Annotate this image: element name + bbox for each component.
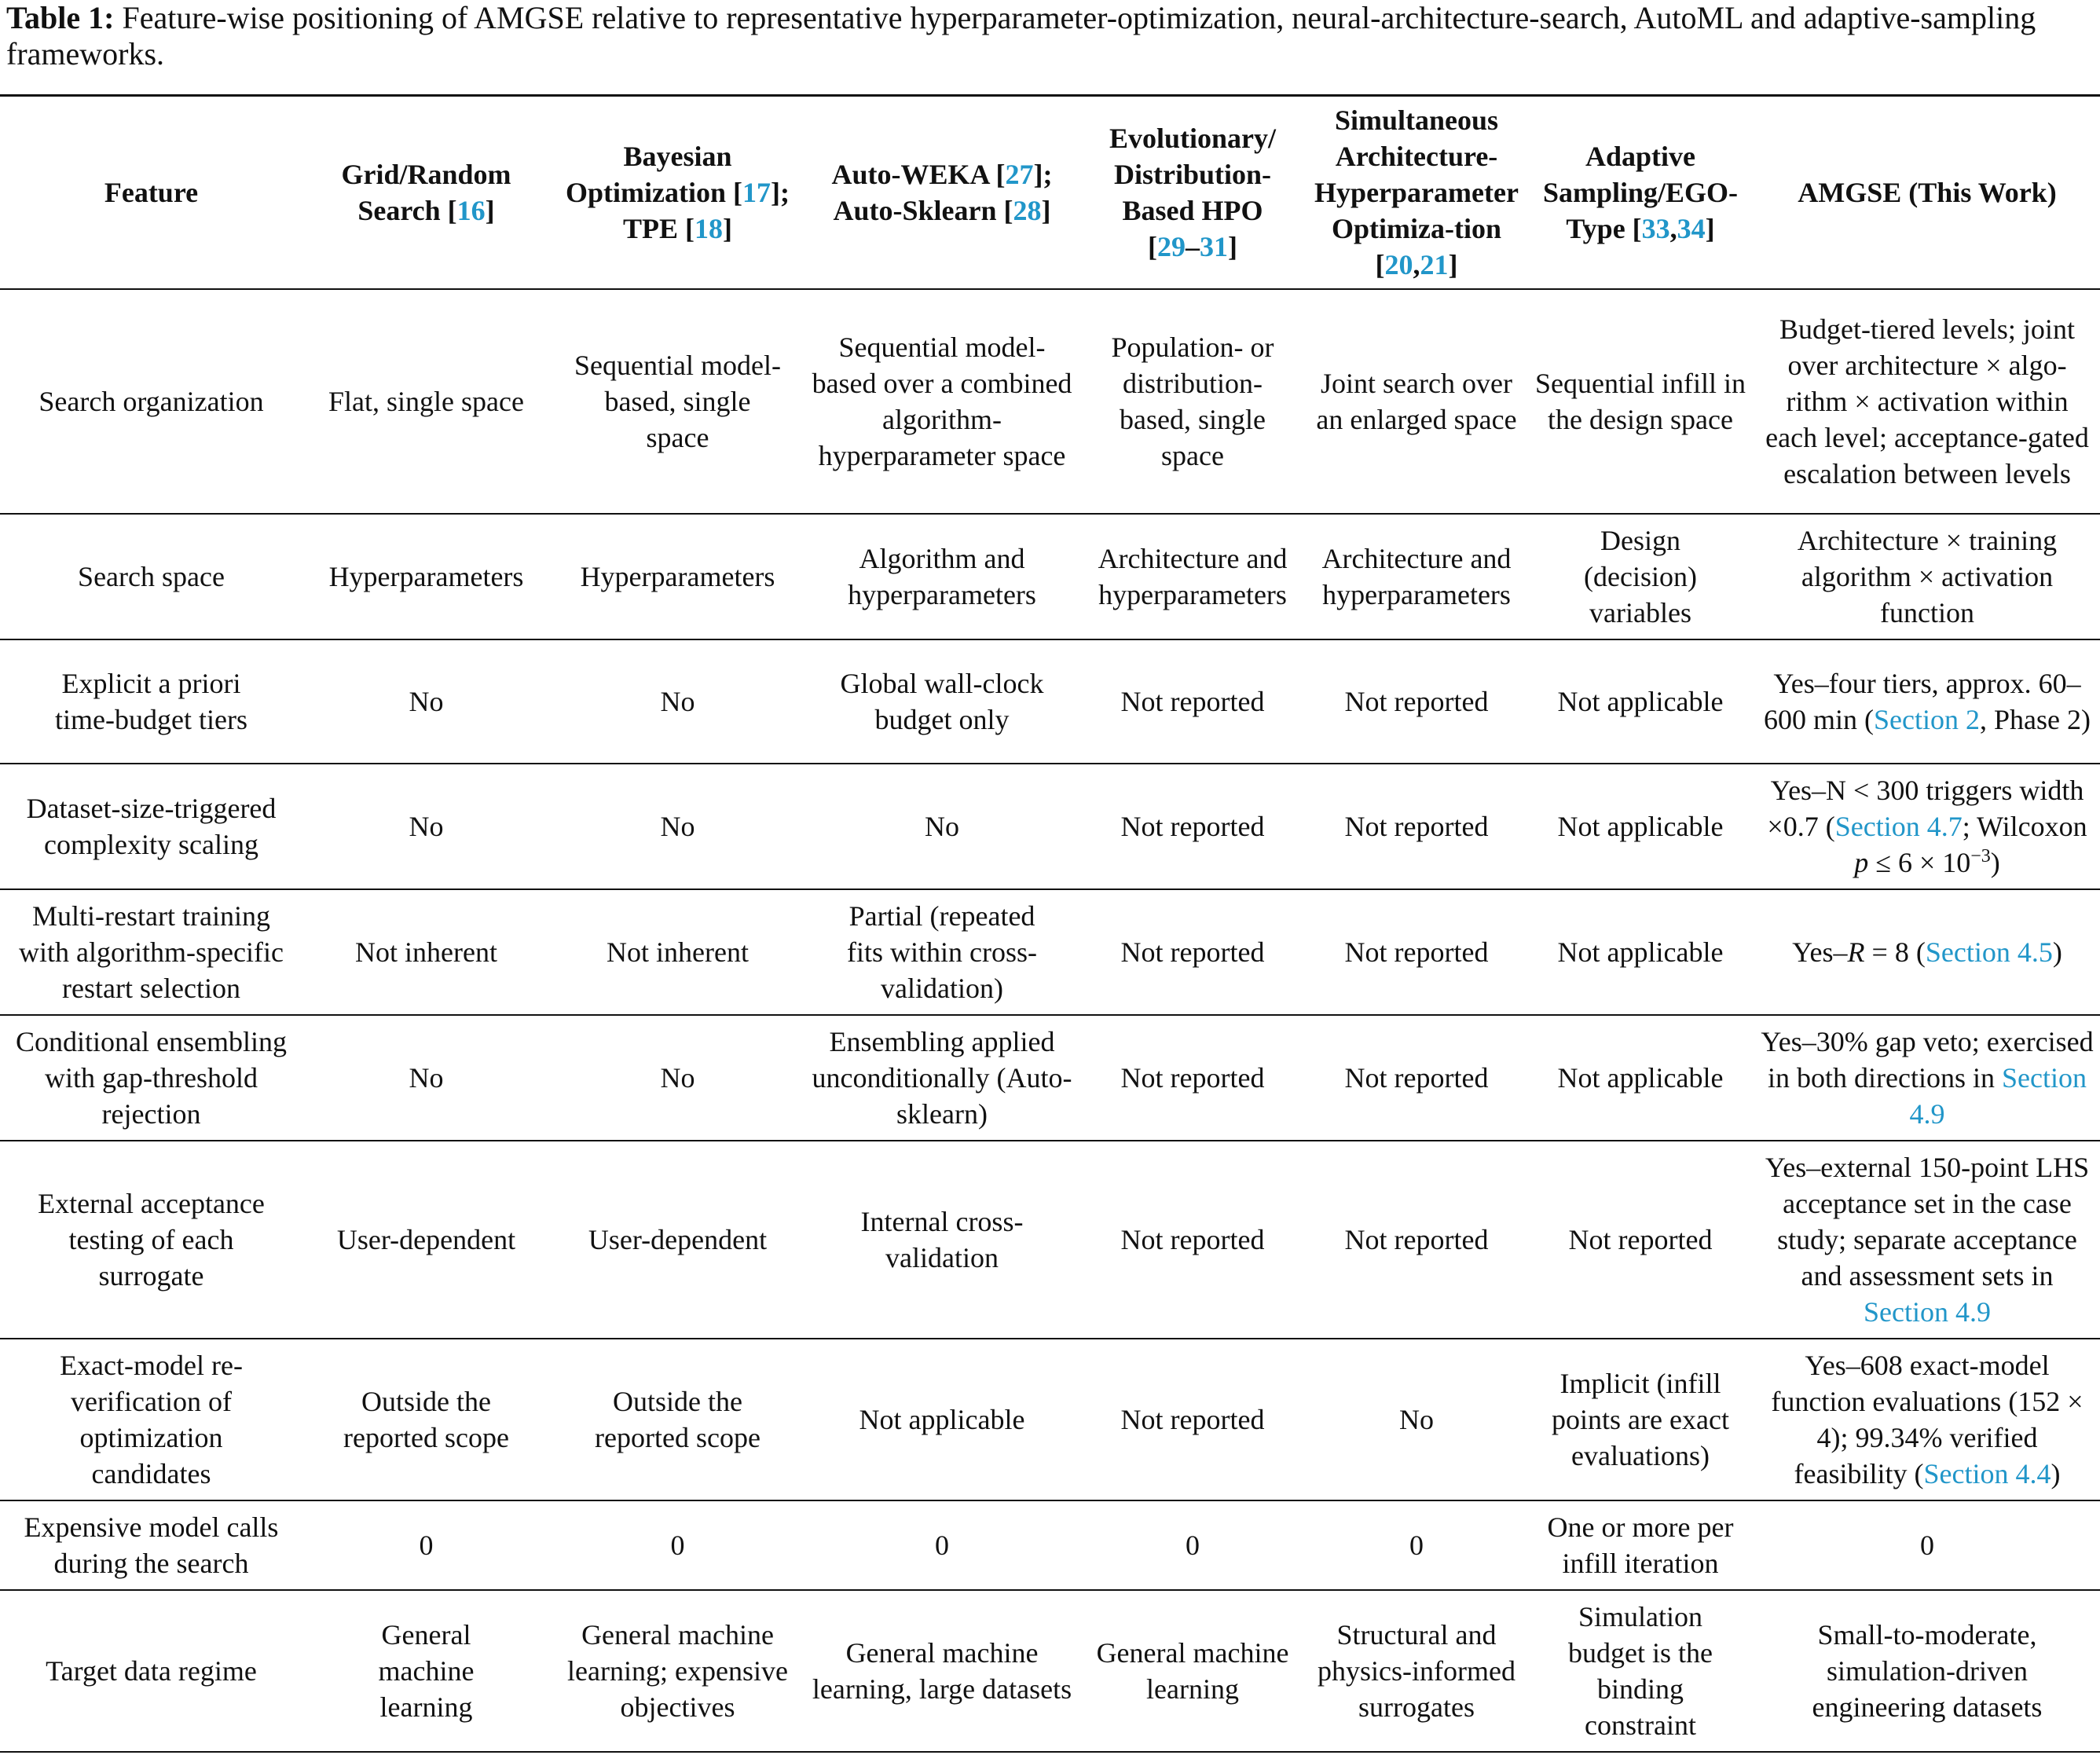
cell-feature: Explicit a priori time-budget tiers <box>55 667 247 735</box>
cell-amgse: Budget-tiered levels; joint over architecture × algo-rithm × activation within each level; acceptance-gated escalation between levels <box>1765 313 2089 489</box>
ref-link[interactable]: 29 <box>1157 230 1186 262</box>
table-row <box>0 289 2100 514</box>
cell-grid: 0 <box>419 1529 434 1561</box>
ref-link[interactable]: 33 <box>1641 212 1670 244</box>
cell-feature: Search space <box>78 560 225 592</box>
cell-auto: Algorithm and hyperparameters <box>848 542 1036 610</box>
cell-bayes: User-dependent <box>588 1223 768 1255</box>
ref-link[interactable]: 17 <box>742 176 771 208</box>
cell-feature: Dataset-size-triggered complexity scaling <box>26 792 277 860</box>
cell-simul: Not reported <box>1344 1061 1489 1094</box>
table-row <box>0 1339 2100 1500</box>
cell-adapt: Not reported <box>1568 1223 1713 1255</box>
cell-grid: Not inherent <box>355 936 497 968</box>
cell-evo: General machine learning <box>1096 1636 1289 1705</box>
cell-simul: Not reported <box>1344 810 1489 842</box>
cell-auto: Partial (repeated fits within cross-validation) <box>847 899 1037 1004</box>
cell-evo: Population- or distribution-based, single space <box>1111 331 1274 471</box>
cell-adapt: One or more per infill iteration <box>1547 1511 1734 1579</box>
comparison-table <box>0 94 2100 1753</box>
ref-link[interactable]: 27 <box>1005 158 1034 190</box>
cell-feature: External acceptance testing of each surrogate <box>38 1187 265 1292</box>
cell-amgse: Yes–external 150-point LHS acceptance set in the case study; separate acceptance and assessment sets in Section 4.9 <box>1765 1151 2090 1328</box>
header-row <box>0 96 2100 289</box>
cell-grid: General machine learning <box>378 1618 475 1723</box>
cell-bayes: No <box>660 810 695 842</box>
table-row <box>0 1500 2100 1590</box>
cell-adapt: Implicit (infill points are exact evaluations) <box>1552 1367 1729 1471</box>
table-row <box>0 1590 2100 1752</box>
header-bayes: Bayesian Optimization [17]; TPE [18] <box>566 140 790 244</box>
cell-bayes: No <box>660 1061 695 1094</box>
table-row <box>0 514 2100 639</box>
cell-bayes: Sequential model-based, single space <box>574 349 781 453</box>
section-link[interactable]: Section 4.7 <box>1834 810 1963 842</box>
cell-amgse: Yes–30% gap veto; exercised in both directions in Section 4.9 <box>1761 1025 2094 1130</box>
cell-auto: Global wall-clock budget only <box>840 667 1044 735</box>
cell-bayes: Not inherent <box>607 936 749 968</box>
table-caption <box>6 0 2092 72</box>
cell-adapt: Not applicable <box>1557 936 1724 968</box>
table-row <box>0 1015 2100 1141</box>
ref-link[interactable]: 28 <box>1013 194 1042 226</box>
cell-auto: General machine learning, large datasets <box>812 1636 1072 1705</box>
cell-feature: Multi-restart training with algorithm-specific restart selection <box>19 899 284 1004</box>
cell-amgse: Yes–four tiers, approx. 60–600 min (Section 2, Phase 2) <box>1764 667 2091 735</box>
cell-bayes: Hyperparameters <box>580 560 775 592</box>
header-evo: Evolutionary/ Distribution-Based HPO [29–31] <box>1109 122 1277 262</box>
cell-grid: No <box>409 1061 444 1094</box>
cell-simul: No <box>1399 1403 1434 1435</box>
cell-feature: Conditional ensembling with gap-threshold rejection <box>16 1025 287 1130</box>
cell-auto: Sequential model-based over a combined algorithm-hyperparameter space <box>812 331 1072 471</box>
ref-link[interactable]: 21 <box>1420 248 1449 280</box>
cell-grid: Flat, single space <box>328 385 524 417</box>
cell-feature: Exact-model re-verification of optimization candidates <box>60 1349 243 1489</box>
table-row <box>0 889 2100 1015</box>
cell-amgse: Yes–R = 8 (Section 4.5) <box>1792 936 2062 968</box>
cell-auto: Not applicable <box>859 1403 1025 1435</box>
cell-simul: Structural and physics-informed surrogates <box>1318 1618 1515 1723</box>
cell-amgse: Small-to-moderate, simulation-driven engineering datasets <box>1812 1618 2043 1723</box>
caption-label: Table 1: <box>6 0 115 35</box>
cell-feature: Target data regime <box>46 1654 257 1687</box>
ref-link[interactable]: 16 <box>456 194 486 226</box>
cell-grid: Outside the reported scope <box>343 1385 509 1453</box>
cell-evo: Not reported <box>1120 936 1265 968</box>
cell-bayes: General machine learning; expensive objectives <box>567 1618 788 1723</box>
cell-evo: Not reported <box>1120 810 1265 842</box>
table-row <box>0 639 2100 764</box>
cell-feature: Expensive model calls during the search <box>24 1511 279 1579</box>
cell-simul: 0 <box>1409 1529 1424 1561</box>
section-link[interactable]: Section 4.9 <box>1909 1061 2087 1130</box>
cell-adapt: Sequential infill in the design space <box>1535 367 1746 435</box>
caption-text: Feature-wise positioning of AMGSE relative to representative hyperparameter-optimization, neural-architecture-search, AutoML and adaptive-sampling frameworks. <box>6 0 2036 71</box>
cell-auto: No <box>925 810 959 842</box>
cell-bayes: 0 <box>670 1529 685 1561</box>
cell-adapt: Not applicable <box>1557 685 1724 717</box>
cell-bayes: Outside the reported scope <box>595 1385 760 1453</box>
cell-evo: 0 <box>1186 1529 1200 1561</box>
section-link[interactable]: Section 2 <box>1874 703 1980 735</box>
cell-evo: Not reported <box>1120 685 1265 717</box>
cell-adapt: Simulation budget is the binding constraint <box>1568 1600 1713 1741</box>
cell-simul: Not reported <box>1344 1223 1489 1255</box>
cell-evo: Architecture and hyperparameters <box>1098 542 1288 610</box>
header-adapt: Adaptive Sampling/EGO-Type [33,34] <box>1542 140 1739 244</box>
cell-amgse: Yes–N < 300 triggers width ×0.7 (Section 4.7; Wilcoxon $p \le 6 \times 10^{-3}$) <box>1767 774 2087 878</box>
cell-simul: Not reported <box>1344 685 1489 717</box>
ref-link[interactable]: 31 <box>1200 230 1228 262</box>
section-link[interactable]: Section 4.5 <box>1925 936 2053 968</box>
cell-bayes: No <box>660 685 695 717</box>
ref-link[interactable]: 34 <box>1677 212 1706 244</box>
cell-adapt: Not applicable <box>1557 810 1724 842</box>
ref-link[interactable]: 20 <box>1384 248 1413 280</box>
cell-adapt: Design (decision) variables <box>1584 524 1697 628</box>
cell-evo: Not reported <box>1120 1061 1265 1094</box>
header-grid: Grid/Random Search [16] <box>341 158 511 226</box>
header-amgse: AMGSE (This Work) <box>1798 176 2057 208</box>
cell-simul: Joint search over an enlarged space <box>1316 367 1517 435</box>
cell-amgse: Yes–608 exact-model function evaluations (152 × 4); 99.34% verified feasibility (Section 4.4) <box>1771 1349 2084 1489</box>
cell-grid: No <box>409 810 444 842</box>
cell-auto: Ensembling applied unconditionally (Auto-sklearn) <box>812 1025 1072 1130</box>
cell-simul: Not reported <box>1344 936 1489 968</box>
cell-grid: No <box>409 685 444 717</box>
header-auto: Auto-WEKA [27]; Auto-Sklearn [28] <box>831 158 1053 226</box>
ref-link[interactable]: 18 <box>695 212 723 244</box>
cell-evo: Not reported <box>1120 1403 1265 1435</box>
cell-simul: Architecture and hyperparameters <box>1321 542 1512 610</box>
cell-amgse: Architecture × training algorithm × activation function <box>1797 524 2058 628</box>
cell-amgse: 0 <box>1920 1529 1934 1561</box>
cell-auto: Internal cross-validation <box>860 1205 1024 1273</box>
cell-evo: Not reported <box>1120 1223 1265 1255</box>
cell-feature: Search organization <box>38 385 264 417</box>
table-row <box>0 764 2100 889</box>
section-link[interactable]: Section 4.4 <box>1923 1457 2051 1489</box>
cell-auto: 0 <box>935 1529 949 1561</box>
header-simul: Simultaneous Architecture-Hyperparameter Optimiza-tion [20,21] <box>1314 104 1519 280</box>
section-link[interactable]: Section 4.9 <box>1864 1295 1991 1328</box>
cell-grid: Hyperparameters <box>328 560 524 592</box>
table-row <box>0 1141 2100 1339</box>
cell-grid: User-dependent <box>336 1223 516 1255</box>
cell-adapt: Not applicable <box>1557 1061 1724 1094</box>
header-feature: Feature <box>104 176 199 208</box>
